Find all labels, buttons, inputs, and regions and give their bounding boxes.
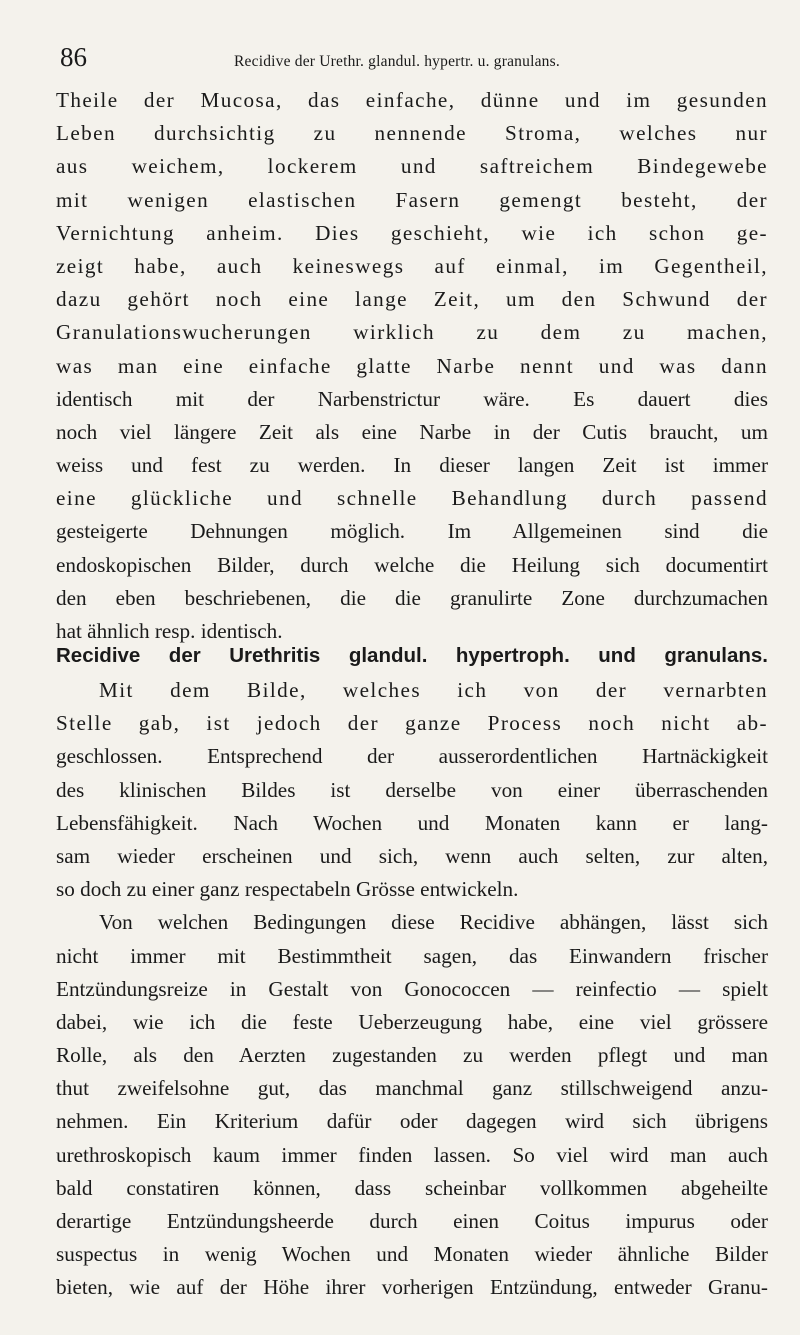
text-line: Lebensfähigkeit. Nach Wochen und Monaten kann er lang- xyxy=(56,810,768,835)
text-line: des klinischen Bildes ist derselbe von einer überraschenden xyxy=(56,777,768,802)
text-line: aus weichem, lockerem und saftreichem Bindegewebe xyxy=(56,154,768,179)
text-line: endoskopischen Bilder, durch welche die Heilung sich documentirt xyxy=(56,552,768,577)
text-line: dazu gehört noch eine lange Zeit, um den Schwund der xyxy=(56,287,768,312)
text-line: thut zweifelsohne gut, das manchmal ganz stillschweigend anzu- xyxy=(56,1076,768,1101)
text-line: suspectus in wenig Wochen und Monaten wieder ähnliche Bilder xyxy=(56,1242,768,1267)
text-line: gesteigerte Dehnungen möglich. Im Allgemeinen sind die xyxy=(56,519,768,544)
text-line: noch viel längere Zeit als eine Narbe in der Cutis braucht, um xyxy=(56,419,768,444)
text-line: urethroskopisch kaum immer finden lassen. So viel wird man auch xyxy=(56,1142,768,1167)
text-line: weiss und fest zu werden. In dieser langen Zeit ist immer xyxy=(56,453,768,478)
section-heading: Recidive der Urethritis glandul. hypertroph. und granulans. xyxy=(56,644,768,667)
text-line: zeigt habe, auch keineswegs auf einmal, im Gegentheil, xyxy=(56,253,768,278)
text-line: Leben durchsichtig zu nennende Stroma, welches nur xyxy=(56,121,768,146)
section-recidive xyxy=(56,628,768,1305)
text-line: so doch zu einer ganz respectabeln Grösse entwickeln. xyxy=(56,877,519,902)
book-page xyxy=(56,0,768,1300)
paragraph-1 xyxy=(56,84,768,648)
text-line: Theile der Mucosa, das einfache, dünne und im gesunden xyxy=(56,88,768,112)
text-line: was man eine einfache glatte Narbe nennt und was dann xyxy=(56,353,768,378)
paragraph-3 xyxy=(56,906,768,1304)
text-line: Mit dem Bilde, welches ich von der vernarbten xyxy=(99,678,768,702)
page-header xyxy=(56,0,768,84)
text-line: sam wieder erscheinen und sich, wenn auch selten, zur alten, xyxy=(56,843,768,868)
text-line: hat ähnlich resp. identisch. xyxy=(56,619,283,643)
text-line: identisch mit der Narbenstrictur wäre. Es dauert dies xyxy=(56,386,768,411)
text-line: geschlossen. Entsprechend der ausserordentlichen Hartnäckigkeit xyxy=(56,744,768,769)
text-line: eine glückliche und schnelle Behandlung durch passend xyxy=(56,486,768,511)
text-line: Vernichtung anheim. Dies geschieht, wie ich schon ge- xyxy=(56,220,768,245)
text-line: derartige Entzündungsheerde durch einen Coitus impurus oder xyxy=(56,1209,768,1233)
text-line: Rolle, als den Aerzten zugestanden zu werden pflegt und man xyxy=(56,1043,768,1068)
text-line: Stelle gab, ist jedoch der ganze Process noch nicht ab- xyxy=(56,711,768,736)
text-line: nehmen. Ein Kriterium dafür oder dagegen wird sich übrigens xyxy=(56,1109,768,1134)
text-line: Granulationswucherungen wirklich zu dem zu machen, xyxy=(56,320,768,345)
running-head: Recidive der Urethr. glandul. hypertr. u. granulans. xyxy=(234,53,560,70)
paragraph-2 xyxy=(56,674,768,906)
text-line: den eben beschriebenen, die die granulirte Zone durchzumachen xyxy=(56,585,768,610)
text-line: Entzündungsreize in Gestalt von Gonococcen — reinfectio — spielt xyxy=(56,976,768,1001)
text-line: dabei, wie ich die feste Ueberzeugung habe, eine viel grössere xyxy=(56,1009,768,1034)
text-line: bald constatiren können, dass scheinbar vollkommen abgeheilte xyxy=(56,1175,768,1200)
text-line: bieten, wie auf der Höhe ihrer vorherigen Entzündung, entweder Granu- xyxy=(56,1275,768,1300)
page-number: 86 xyxy=(60,42,87,72)
text-line: mit wenigen elastischen Fasern gemengt besteht, der xyxy=(56,187,768,212)
text-line: Von welchen Bedingungen diese Recidive abhängen, lässt sich xyxy=(99,910,768,935)
text-line: nicht immer mit Bestimmtheit sagen, das Einwandern frischer xyxy=(56,943,768,968)
